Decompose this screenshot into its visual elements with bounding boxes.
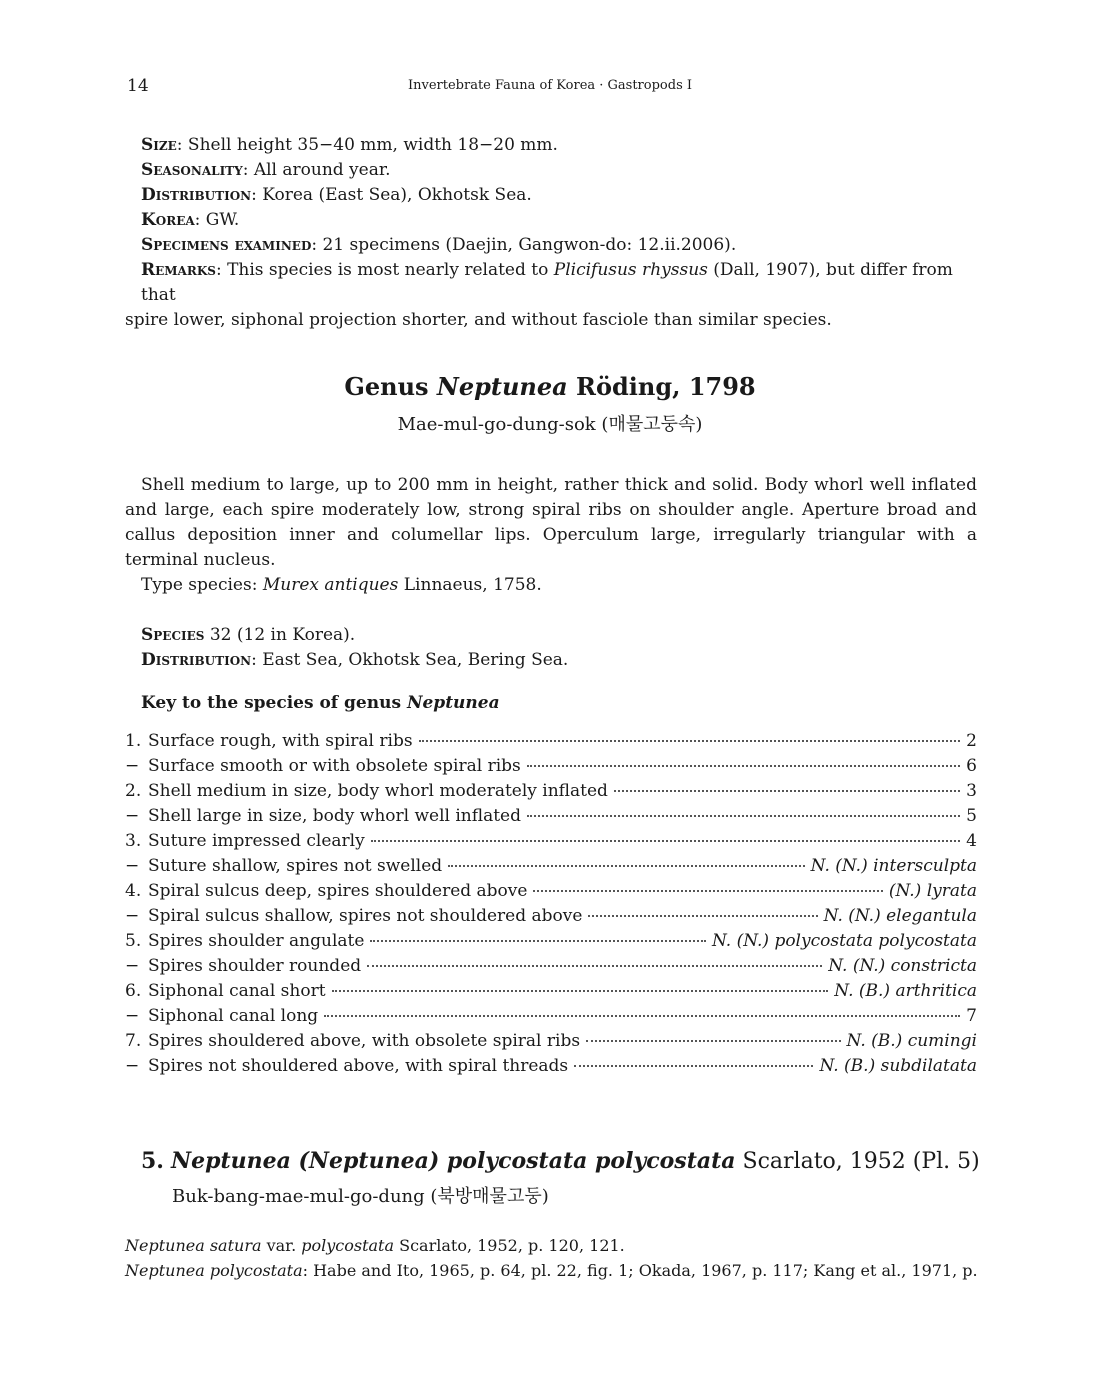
type-species [125, 573, 977, 598]
korea-field [125, 208, 977, 233]
key-row-leader [588, 915, 817, 917]
remarks-text-2: (Dall, 1907), but differ from that [141, 260, 953, 305]
genus-prefix: Genus [344, 372, 437, 401]
key-row [125, 956, 977, 981]
remarks-field [125, 258, 977, 308]
key-row-result: N. (N.) polycostata polycostata [711, 931, 977, 951]
key-heading [141, 693, 500, 713]
synonymy [125, 1233, 985, 1283]
genus-author: Röding, 1798 [567, 372, 756, 401]
key-row-number: − [125, 906, 140, 926]
species-fields [125, 133, 977, 333]
genus-distribution-text: : East Sea, Okhotsk Sea, Bering Sea. [251, 650, 569, 670]
key-row-number: 6. [125, 981, 142, 1001]
description-text: Shell medium to large, up to 200 mm in height, rather thick and solid. Body whorl well inflated and large, each spire moderately low, strong spiral ribs on shoulder angle. Aperture broad and callus deposition inner and columellar lips. Operculum large, irregularly triangular with a terminal nucleus. [125, 475, 977, 570]
key-row-result: N. (N.) intersculpta [810, 856, 977, 876]
key-row-text: Siphonal canal long [148, 1006, 319, 1026]
key-row [125, 756, 977, 781]
key-row-text: Surface rough, with spiral ribs [148, 731, 413, 751]
key-row-number: 3. [125, 831, 142, 851]
key-row-result: 6 [966, 756, 977, 776]
key-row-text: Suture impressed clearly [148, 831, 365, 851]
key-row-text: Shell large in size, body whorl well inflated [148, 806, 521, 826]
synonym-2 [125, 1258, 985, 1283]
key-row-number: − [125, 756, 140, 776]
key-row-leader [527, 765, 960, 767]
key-row-text: Spires shouldered above, with obsolete spiral ribs [148, 1031, 581, 1051]
key-row [125, 1031, 977, 1056]
key-row-leader [586, 1040, 840, 1042]
key-row-leader [448, 865, 805, 867]
key-row [125, 981, 977, 1006]
species-author: Scarlato, 1952 (Pl. 5) [735, 1149, 980, 1174]
key-row-text: Spires not shouldered above, with spiral threads [148, 1056, 569, 1076]
species-text: 32 (12 in Korea). [204, 625, 356, 645]
distribution-text: : Korea (East Sea), Okhotsk Sea. [251, 185, 532, 205]
genus-description [125, 473, 977, 598]
key-row-leader [371, 840, 960, 842]
key-row-leader [527, 815, 960, 817]
key-row-text: Suture shallow, spires not swelled [148, 856, 443, 876]
synonym-2-reference: : Habe and Ito, 1965, p. 64, pl. 22, fig. 1; Okada, 1967, p. 117; Kang et al., 1971, p. [302, 1261, 978, 1280]
key-row-number: − [125, 806, 140, 826]
key-row-result: N. (B.) subdilatata [819, 1056, 977, 1076]
size-label: Size [141, 135, 177, 155]
key-row-leader [370, 940, 706, 942]
key-heading-prefix: Key to the species of genus [141, 693, 407, 713]
key-row [125, 856, 977, 881]
page-number: 14 [127, 76, 149, 96]
seasonality-field [125, 158, 977, 183]
key-row-text: Surface smooth or with obsolete spiral ribs [148, 756, 521, 776]
key-row-leader [574, 1065, 813, 1067]
synonym-1-mid: var. [261, 1236, 302, 1255]
key-row-text: Spires shoulder rounded [148, 956, 362, 976]
key-row [125, 931, 977, 956]
seasonality-text: : All around year. [242, 160, 391, 180]
type-species-name: Murex antiques [262, 575, 399, 595]
running-head: Invertebrate Fauna of Korea · Gastropods I [407, 78, 693, 93]
species-name: Neptunea (Neptunea) polycostata polycostata [170, 1148, 736, 1174]
remarks-label: Remarks [141, 260, 216, 280]
type-author: Linnaeus, 1758. [398, 575, 542, 595]
genus-title [0, 372, 1100, 401]
key-row-number: − [125, 956, 140, 976]
seasonality-label: Seasonality [141, 160, 243, 180]
species-count [141, 623, 568, 648]
remarks-continuation: spire lower, siphonal projection shorter, and without fasciole than similar species. [125, 310, 832, 330]
key-row-text: Shell medium in size, body whorl moderately inflated [148, 781, 608, 801]
key-row-number: 1. [125, 731, 142, 751]
key-row-leader [332, 990, 829, 992]
distribution-field [125, 183, 977, 208]
key-heading-genus: Neptunea [406, 693, 500, 713]
key-row-leader [367, 965, 822, 967]
key-row [125, 1056, 977, 1081]
key-row-number: 2. [125, 781, 142, 801]
key-row [125, 781, 977, 806]
korea-text: : GW. [194, 210, 240, 230]
key-row [125, 906, 977, 931]
key-row-number: 5. [125, 931, 142, 951]
key-row-result: 7 [966, 1006, 977, 1026]
key-row-text: Spiral sulcus deep, spires shouldered above [148, 881, 528, 901]
key-row-leader [533, 890, 882, 892]
key-row-leader [419, 740, 961, 742]
key-row [125, 881, 977, 906]
remarks-text-1: : This species is most nearly related to [215, 260, 554, 280]
species-title [141, 1148, 980, 1174]
key-row-result: (N.) lyrata [888, 881, 977, 901]
key-row-result: 5 [966, 806, 977, 826]
key-row-number: 4. [125, 881, 142, 901]
key-row-result: 2 [966, 731, 977, 751]
identification-key [125, 731, 977, 1081]
genus-distribution [141, 648, 568, 673]
synonym-1-name: Neptunea satura [125, 1236, 262, 1255]
key-row-result: N. (N.) constricta [828, 956, 977, 976]
key-row-result: N. (N.) elegantula [823, 906, 977, 926]
genus-korean-name: Mae-mul-go-dung-sok (매물고둥속) [397, 414, 703, 435]
key-row [125, 731, 977, 756]
species-label: Species [141, 625, 205, 645]
synonym-1-variety: polycostata [301, 1236, 395, 1255]
key-row-text: Spiral sulcus shallow, spires not shouldered above [148, 906, 583, 926]
synonym-2-name: Neptunea polycostata [125, 1261, 303, 1280]
species-korean-name: Buk-bang-mae-mul-go-dung (북방매물고둥) [172, 1186, 549, 1207]
size-text: : Shell height 35−40 mm, width 18−20 mm. [176, 135, 558, 155]
key-row [125, 831, 977, 856]
key-row-result: N. (B.) arthritica [834, 981, 977, 1001]
key-row-result: 3 [966, 781, 977, 801]
key-row-number: − [125, 856, 140, 876]
key-row-leader [324, 1015, 960, 1017]
key-row-number: 7. [125, 1031, 142, 1051]
synonym-1-reference: Scarlato, 1952, p. 120, 121. [394, 1236, 625, 1255]
key-row-number: − [125, 1056, 140, 1076]
genus-name: Neptunea [436, 372, 568, 401]
specimens-text: : 21 specimens (Daejin, Gangwon-do: 12.ii.2006). [311, 235, 737, 255]
specimens-field [125, 233, 977, 258]
genus-distribution-label: Distribution [141, 650, 252, 670]
type-prefix: Type species: [141, 575, 263, 595]
key-row-leader [614, 790, 960, 792]
synonym-1 [125, 1233, 985, 1258]
key-row-result: 4 [966, 831, 977, 851]
key-row-result: N. (B.) cumingi [846, 1031, 977, 1051]
key-row-text: Spires shoulder angulate [148, 931, 365, 951]
key-row-number: − [125, 1006, 140, 1026]
key-row [125, 806, 977, 831]
key-row [125, 1006, 977, 1031]
size-field [125, 133, 977, 158]
korea-label: Korea [141, 210, 195, 230]
genus-species-info [141, 623, 568, 673]
species-number: 5. [141, 1148, 164, 1174]
specimens-label: Specimens examined [141, 235, 312, 255]
key-row-text: Siphonal canal short [148, 981, 326, 1001]
remarks-species: Plicifusus rhyssus [553, 260, 708, 280]
distribution-label: Distribution [141, 185, 252, 205]
